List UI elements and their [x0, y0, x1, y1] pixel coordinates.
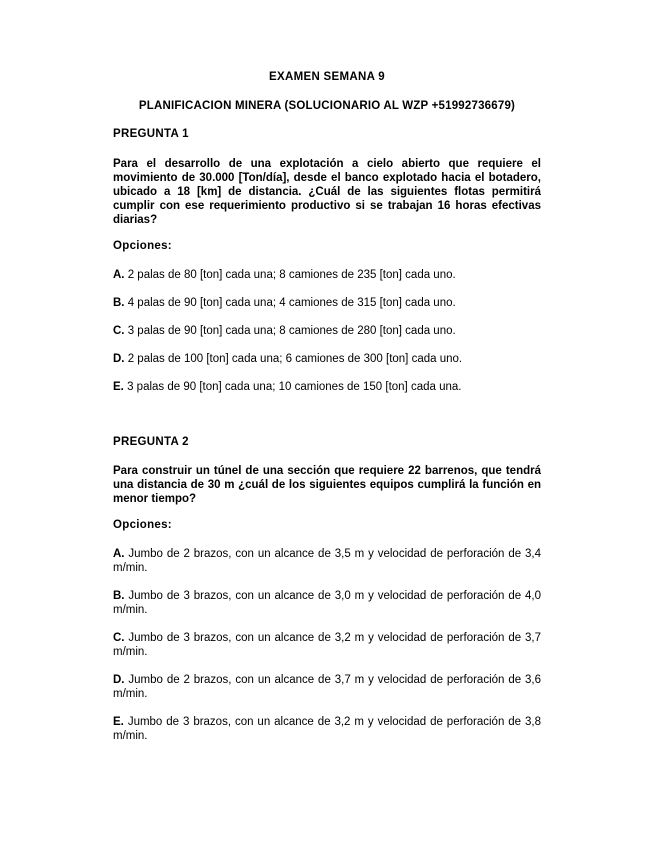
question-1-options-label: Opciones:: [113, 240, 172, 252]
option-letter: E.: [113, 716, 124, 728]
option-letter: B.: [113, 297, 125, 309]
option-letter: C.: [113, 325, 125, 337]
option-letter: D.: [113, 353, 125, 365]
question-1-option-e: [113, 380, 541, 394]
question-2-option-d: [113, 673, 541, 701]
question-2-option-b: [113, 589, 541, 617]
question-2-heading: PREGUNTA 2: [113, 436, 189, 448]
option-letter: E.: [113, 381, 124, 393]
option-letter: C.: [113, 632, 125, 644]
option-text: Jumbo de 2 brazos, con un alcance de 3,7 m y velocidad de perforación de 3,6 m/min.: [113, 674, 541, 700]
question-2-option-c: [113, 631, 541, 659]
option-text: Jumbo de 2 brazos, con un alcance de 3,5 m y velocidad de perforación de 3,4 m/min.: [113, 548, 541, 574]
question-2-options-label: Opciones:: [113, 519, 172, 531]
option-letter: D.: [113, 674, 125, 686]
document-subtitle: PLANIFICACION MINERA (SOLUCIONARIO AL WZP +51992736679): [138, 100, 516, 112]
question-2-option-e: [113, 715, 541, 743]
option-text: Jumbo de 3 brazos, con un alcance de 3,2 m y velocidad de perforación de 3,7 m/min.: [113, 632, 541, 658]
option-text: 2 palas de 80 [ton] cada una; 8 camiones de 235 [ton] cada uno.: [127, 269, 456, 281]
option-letter: A.: [113, 269, 125, 281]
question-1-option-c: [113, 324, 541, 338]
question-2-option-a: [113, 547, 541, 575]
question-1-text: Para el desarrollo de una explotación a cielo abierto que requiere el movimiento de 30.000 [Ton/día], desde el banco explotado hacia el botadero, ubicado a 18 [km] de distancia. ¿Cuál de las siguientes flotas permitirá cumplir con ese requerimiento productivo si se trabajan 16 horas efectivas diarias?: [113, 158, 541, 226]
option-letter: A.: [113, 548, 125, 560]
option-text: 3 palas de 90 [ton] cada una; 8 camiones de 280 [ton] cada uno.: [127, 325, 456, 337]
question-1-option-a: [113, 268, 541, 282]
option-text: Jumbo de 3 brazos, con un alcance de 3,0 m y velocidad de perforación de 4,0 m/min.: [113, 590, 541, 616]
document-title: EXAMEN SEMANA 9: [269, 71, 385, 83]
question-1-heading: PREGUNTA 1: [113, 128, 189, 140]
option-text: 3 palas de 90 [ton] cada una; 10 camiones de 150 [ton] cada una.: [127, 381, 462, 393]
question-2-text: Para construir un túnel de una sección que requiere 22 barrenos, que tendrá una distancia de 30 m ¿cuál de los siguientes equipos cumplirá la función en menor tiempo?: [113, 465, 541, 505]
option-text: 4 palas de 90 [ton] cada una; 4 camiones de 315 [ton] cada uno.: [127, 297, 456, 309]
option-text: Jumbo de 3 brazos, con un alcance de 3,2 m y velocidad de perforación de 3,8 m/min.: [113, 716, 541, 742]
option-text: 2 palas de 100 [ton] cada una; 6 camiones de 300 [ton] cada uno.: [127, 353, 463, 365]
option-letter: B.: [113, 590, 125, 602]
question-1-option-d: [113, 352, 541, 366]
question-1-option-b: [113, 296, 541, 310]
